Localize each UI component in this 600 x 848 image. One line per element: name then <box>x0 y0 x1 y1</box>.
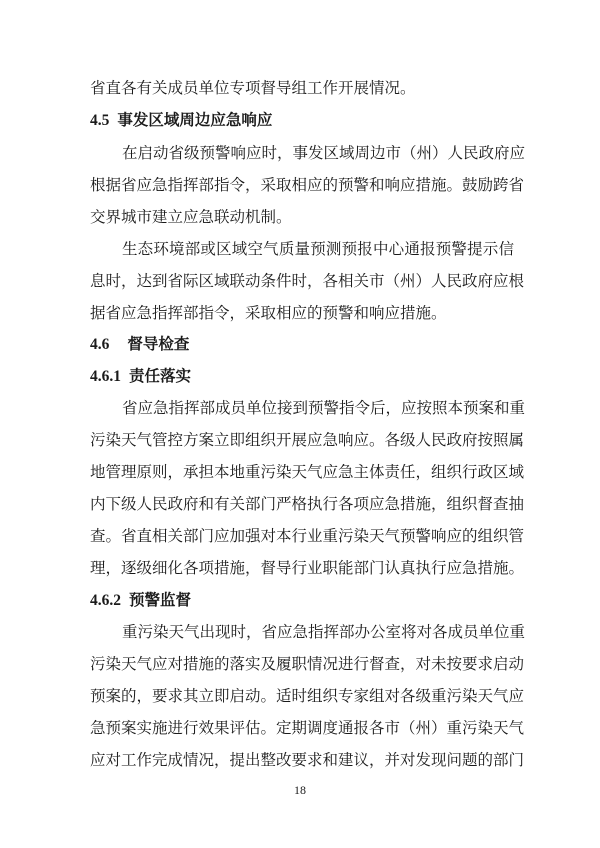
text-line: 省应急指挥部成员单位接到预警指令后，应按照本预案和重 <box>122 399 526 417</box>
text-line: 预案的，要求其立即启动。适时组织专家组对各级重污染天气应 <box>90 687 525 705</box>
text-line: 应对工作完成情况，提出整改要求和建议，并对发现问题的部门 <box>90 751 525 769</box>
heading-number: 4.5 <box>90 112 110 129</box>
text-line: 污染天气管控方案立即组织开展应急响应。各级人民政府按照属 <box>90 431 525 449</box>
page-number: 18 <box>294 783 306 797</box>
text-line: 污染天气应对措施的落实及履职情况进行督查，对未按要求启动 <box>90 655 525 673</box>
text-line: 查。省直相关部门应加强对本行业重污染天气预警响应的组织管 <box>90 527 525 545</box>
heading-title: 督导检查 <box>127 334 190 353</box>
text-line: 理，逐级细化各项措施，督导行业职能部门认真执行应急措施。 <box>90 559 525 577</box>
section-heading-4-5 <box>90 110 272 131</box>
heading-title: 事发区域周边应急响应 <box>117 110 273 129</box>
text-line: 重污染天气出现时，省应急指挥部办公室将对各成员单位重 <box>122 623 526 641</box>
text-line: 生态环境部或区域空气质量预测预报中心通报预警提示信 <box>122 240 514 258</box>
heading-title: 预警监督 <box>129 590 192 609</box>
heading-number: 4.6.2 <box>90 592 121 609</box>
heading-number: 4.6.1 <box>90 368 121 385</box>
text-line: 急预案实施进行效果评估。定期调度通报各市（州）重污染天气 <box>90 719 525 737</box>
heading-title: 责任落实 <box>129 366 192 385</box>
text-line: 交界城市建立应急联动机制。 <box>90 208 292 226</box>
section-heading-4-6-2 <box>90 590 191 611</box>
text-line: 根据省应急指挥部指令，采取相应的预警和响应措施。鼓励跨省 <box>90 176 525 194</box>
text-line: 省直各有关成员单位专项督导组工作开展情况。 <box>90 79 416 97</box>
text-line: 内下级人民政府和有关部门严格执行各项应急措施，组织督查抽 <box>90 495 525 513</box>
section-heading-4-6-1 <box>90 366 191 387</box>
text-line: 在启动省级预警响应时，事发区域周边市（州）人民政府应 <box>122 144 526 162</box>
text-line: 据省应急指挥部指令，采取相应的预警和响应措施。 <box>90 304 447 322</box>
heading-number: 4.6 <box>90 336 110 353</box>
section-heading-4-6 <box>90 334 189 355</box>
text-line: 息时，达到省际区域联动条件时，各相关市（州）人民政府应根 <box>90 272 525 290</box>
text-line: 地管理原则，承担本地重污染天气应急主体责任，组织行政区域 <box>90 463 525 481</box>
